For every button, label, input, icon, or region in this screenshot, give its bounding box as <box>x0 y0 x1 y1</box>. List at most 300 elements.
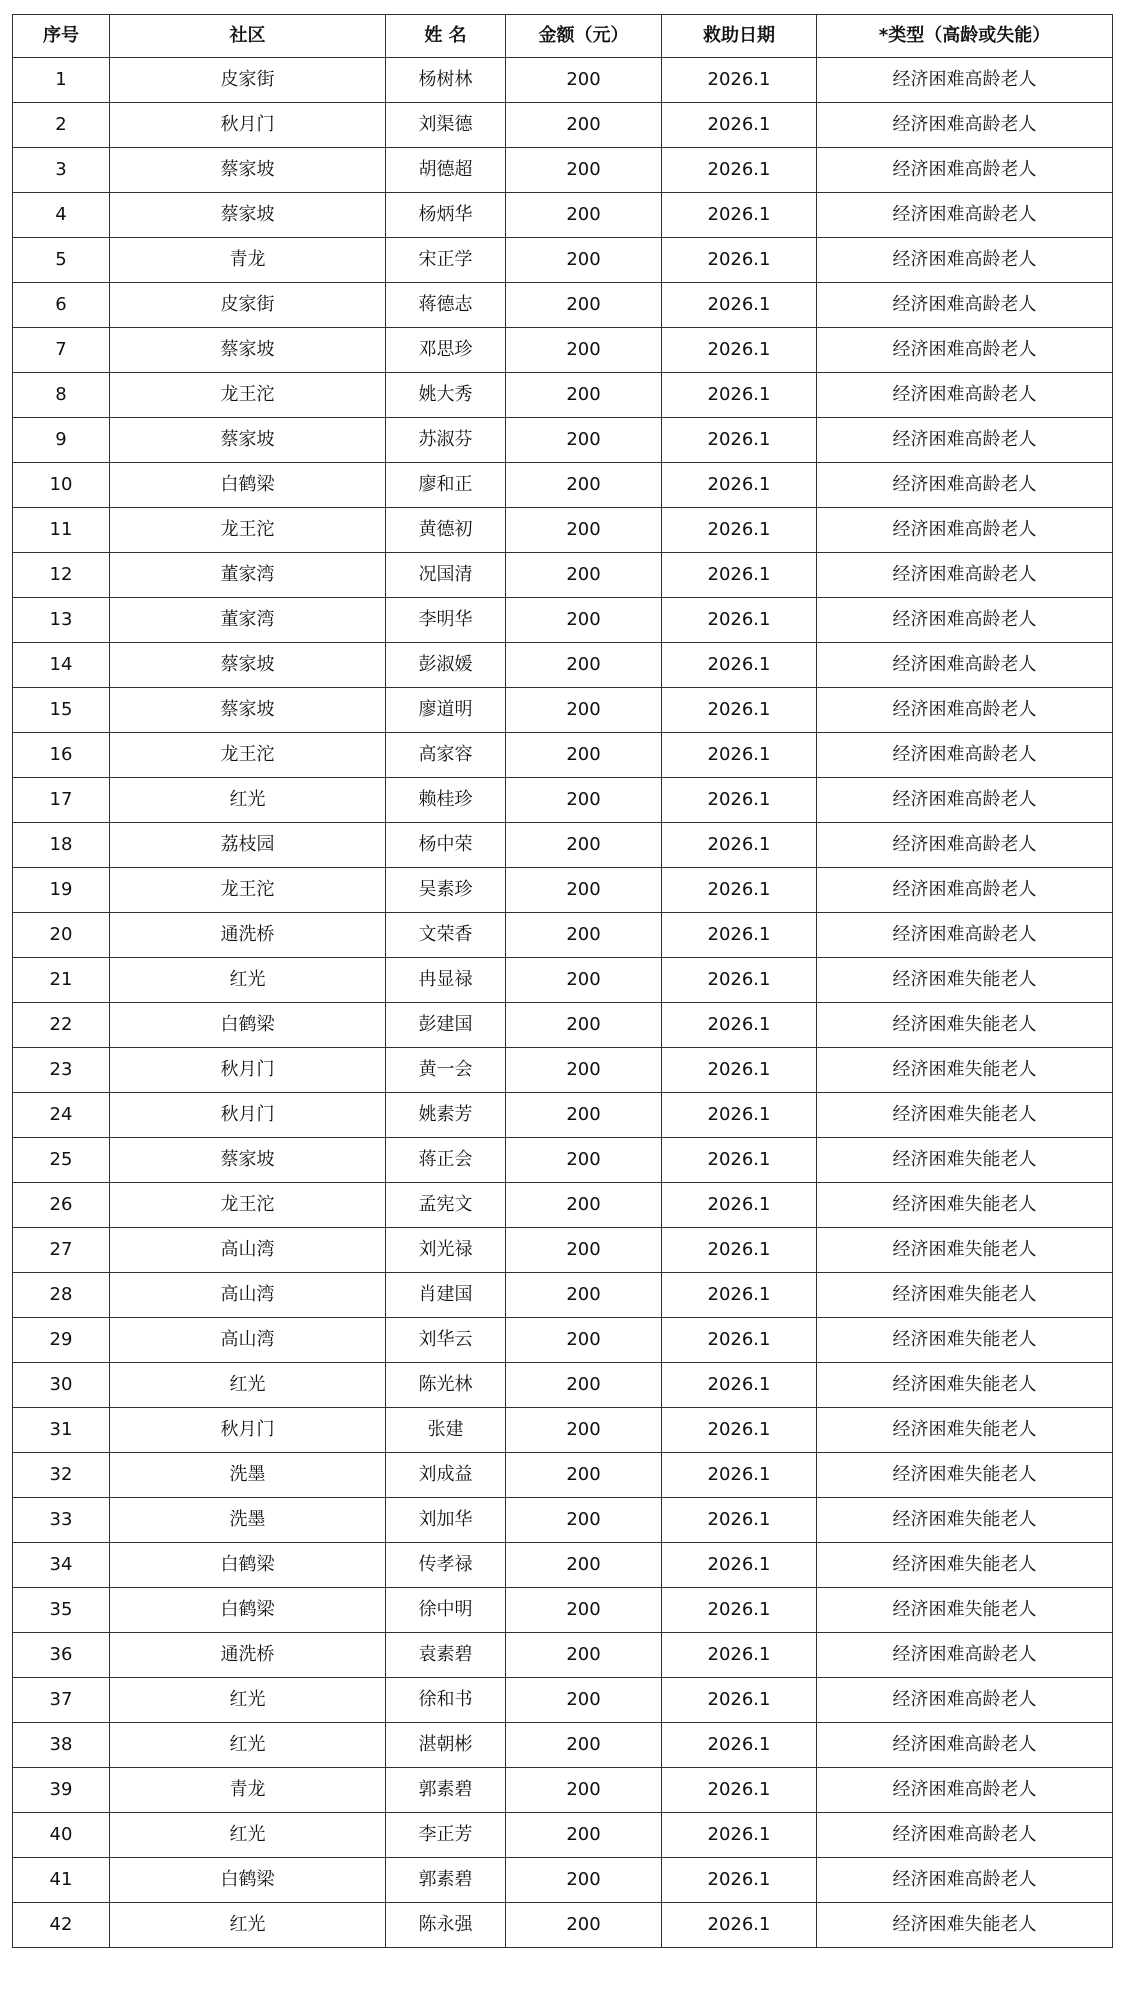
cell-amount: 200 <box>506 1318 662 1363</box>
cell-date: 2026.1 <box>662 823 817 868</box>
cell-amount: 200 <box>506 1273 662 1318</box>
cell-amount: 200 <box>506 553 662 598</box>
cell-name: 袁素碧 <box>386 1633 506 1678</box>
cell-type: 经济困难高龄老人 <box>817 238 1113 283</box>
cell-community: 高山湾 <box>110 1228 386 1273</box>
cell-community: 白鹤梁 <box>110 463 386 508</box>
table-row <box>13 958 1113 1003</box>
cell-community: 董家湾 <box>110 553 386 598</box>
cell-date: 2026.1 <box>662 733 817 778</box>
cell-community: 高山湾 <box>110 1273 386 1318</box>
table-row <box>13 103 1113 148</box>
cell-name: 廖道明 <box>386 688 506 733</box>
table-body <box>13 58 1113 1948</box>
cell-type: 经济困难高龄老人 <box>817 553 1113 598</box>
cell-date: 2026.1 <box>662 508 817 553</box>
cell-community: 通洗桥 <box>110 1633 386 1678</box>
table-row <box>13 373 1113 418</box>
cell-serial-number: 3 <box>13 148 110 193</box>
cell-community: 蔡家坡 <box>110 688 386 733</box>
cell-amount: 200 <box>506 1138 662 1183</box>
cell-amount: 200 <box>506 1408 662 1453</box>
cell-amount: 200 <box>506 868 662 913</box>
table-row <box>13 823 1113 868</box>
cell-community: 青龙 <box>110 1768 386 1813</box>
cell-serial-number: 31 <box>13 1408 110 1453</box>
cell-community: 白鹤梁 <box>110 1858 386 1903</box>
table-row <box>13 733 1113 778</box>
cell-community: 青龙 <box>110 238 386 283</box>
cell-date: 2026.1 <box>662 598 817 643</box>
cell-date: 2026.1 <box>662 193 817 238</box>
cell-type: 经济困难失能老人 <box>817 1453 1113 1498</box>
cell-community: 白鹤梁 <box>110 1543 386 1588</box>
cell-type: 经济困难高龄老人 <box>817 778 1113 823</box>
cell-serial-number: 9 <box>13 418 110 463</box>
cell-date: 2026.1 <box>662 1183 817 1228</box>
cell-amount: 200 <box>506 103 662 148</box>
cell-amount: 200 <box>506 1768 662 1813</box>
cell-amount: 200 <box>506 1813 662 1858</box>
cell-community: 高山湾 <box>110 1318 386 1363</box>
cell-type: 经济困难高龄老人 <box>817 733 1113 778</box>
table-row <box>13 1768 1113 1813</box>
cell-name: 刘华云 <box>386 1318 506 1363</box>
cell-type: 经济困难高龄老人 <box>817 643 1113 688</box>
cell-community: 皮家街 <box>110 283 386 328</box>
table-row <box>13 1048 1113 1093</box>
cell-serial-number: 21 <box>13 958 110 1003</box>
cell-date: 2026.1 <box>662 553 817 598</box>
table-row <box>13 778 1113 823</box>
table-row <box>13 1183 1113 1228</box>
header-name: 姓 名 <box>386 15 506 58</box>
cell-serial-number: 20 <box>13 913 110 958</box>
cell-type: 经济困难失能老人 <box>817 1318 1113 1363</box>
cell-serial-number: 23 <box>13 1048 110 1093</box>
cell-type: 经济困难高龄老人 <box>817 598 1113 643</box>
cell-type: 经济困难高龄老人 <box>817 283 1113 328</box>
cell-name: 蒋正会 <box>386 1138 506 1183</box>
table-row <box>13 463 1113 508</box>
cell-date: 2026.1 <box>662 373 817 418</box>
cell-community: 蔡家坡 <box>110 328 386 373</box>
cell-type: 经济困难高龄老人 <box>817 103 1113 148</box>
cell-serial-number: 37 <box>13 1678 110 1723</box>
cell-serial-number: 19 <box>13 868 110 913</box>
cell-serial-number: 17 <box>13 778 110 823</box>
cell-serial-number: 15 <box>13 688 110 733</box>
cell-amount: 200 <box>506 778 662 823</box>
table-row <box>13 508 1113 553</box>
cell-type: 经济困难高龄老人 <box>817 1723 1113 1768</box>
cell-amount: 200 <box>506 913 662 958</box>
cell-amount: 200 <box>506 1093 662 1138</box>
table-row <box>13 193 1113 238</box>
cell-name: 赖桂珍 <box>386 778 506 823</box>
cell-community: 洗墨 <box>110 1498 386 1543</box>
cell-serial-number: 5 <box>13 238 110 283</box>
cell-type: 经济困难高龄老人 <box>817 1633 1113 1678</box>
cell-date: 2026.1 <box>662 868 817 913</box>
table-row <box>13 1228 1113 1273</box>
cell-amount: 200 <box>506 193 662 238</box>
cell-type: 经济困难高龄老人 <box>817 1813 1113 1858</box>
table-row <box>13 58 1113 103</box>
cell-serial-number: 22 <box>13 1003 110 1048</box>
cell-date: 2026.1 <box>662 328 817 373</box>
cell-amount: 200 <box>506 58 662 103</box>
cell-date: 2026.1 <box>662 103 817 148</box>
cell-type: 经济困难高龄老人 <box>817 58 1113 103</box>
cell-amount: 200 <box>506 1498 662 1543</box>
document-sheet <box>12 14 1112 1948</box>
cell-amount: 200 <box>506 1678 662 1723</box>
cell-community: 蔡家坡 <box>110 418 386 463</box>
cell-date: 2026.1 <box>662 1003 817 1048</box>
cell-name: 杨炳华 <box>386 193 506 238</box>
cell-serial-number: 29 <box>13 1318 110 1363</box>
cell-amount: 200 <box>506 823 662 868</box>
cell-date: 2026.1 <box>662 1813 817 1858</box>
cell-community: 红光 <box>110 1363 386 1408</box>
table-row <box>13 1858 1113 1903</box>
cell-name: 彭建国 <box>386 1003 506 1048</box>
table-row <box>13 418 1113 463</box>
cell-type: 经济困难高龄老人 <box>817 463 1113 508</box>
cell-date: 2026.1 <box>662 958 817 1003</box>
assistance-roster-table <box>12 14 1113 1948</box>
cell-community: 红光 <box>110 1723 386 1768</box>
cell-date: 2026.1 <box>662 1138 817 1183</box>
cell-serial-number: 11 <box>13 508 110 553</box>
cell-name: 李正芳 <box>386 1813 506 1858</box>
cell-name: 郭素碧 <box>386 1858 506 1903</box>
cell-serial-number: 25 <box>13 1138 110 1183</box>
table-row <box>13 1363 1113 1408</box>
table-row <box>13 1138 1113 1183</box>
cell-serial-number: 8 <box>13 373 110 418</box>
cell-amount: 200 <box>506 1363 662 1408</box>
cell-date: 2026.1 <box>662 643 817 688</box>
cell-date: 2026.1 <box>662 1543 817 1588</box>
cell-date: 2026.1 <box>662 778 817 823</box>
cell-date: 2026.1 <box>662 1318 817 1363</box>
cell-community: 龙王沱 <box>110 1183 386 1228</box>
cell-community: 蔡家坡 <box>110 148 386 193</box>
cell-date: 2026.1 <box>662 58 817 103</box>
cell-name: 黄一会 <box>386 1048 506 1093</box>
table-row <box>13 1588 1113 1633</box>
cell-serial-number: 42 <box>13 1903 110 1948</box>
cell-type: 经济困难高龄老人 <box>817 328 1113 373</box>
cell-amount: 200 <box>506 508 662 553</box>
cell-type: 经济困难失能老人 <box>817 1363 1113 1408</box>
table-row <box>13 553 1113 598</box>
cell-amount: 200 <box>506 643 662 688</box>
cell-serial-number: 2 <box>13 103 110 148</box>
cell-name: 李明华 <box>386 598 506 643</box>
cell-type: 经济困难失能老人 <box>817 1183 1113 1228</box>
cell-amount: 200 <box>506 1858 662 1903</box>
cell-serial-number: 16 <box>13 733 110 778</box>
cell-serial-number: 1 <box>13 58 110 103</box>
cell-type: 经济困难高龄老人 <box>817 1678 1113 1723</box>
header-assistance-date: 救助日期 <box>662 15 817 58</box>
cell-community: 董家湾 <box>110 598 386 643</box>
table-row <box>13 913 1113 958</box>
table-row <box>13 1318 1113 1363</box>
cell-serial-number: 38 <box>13 1723 110 1768</box>
cell-name: 文荣香 <box>386 913 506 958</box>
cell-date: 2026.1 <box>662 1273 817 1318</box>
cell-type: 经济困难高龄老人 <box>817 868 1113 913</box>
cell-date: 2026.1 <box>662 1453 817 1498</box>
cell-amount: 200 <box>506 1543 662 1588</box>
table-row <box>13 1543 1113 1588</box>
cell-type: 经济困难高龄老人 <box>817 823 1113 868</box>
cell-date: 2026.1 <box>662 1228 817 1273</box>
cell-amount: 200 <box>506 1183 662 1228</box>
cell-name: 刘加华 <box>386 1498 506 1543</box>
table-row <box>13 643 1113 688</box>
cell-serial-number: 26 <box>13 1183 110 1228</box>
cell-serial-number: 35 <box>13 1588 110 1633</box>
cell-serial-number: 14 <box>13 643 110 688</box>
cell-amount: 200 <box>506 1633 662 1678</box>
cell-community: 洗墨 <box>110 1453 386 1498</box>
cell-amount: 200 <box>506 1903 662 1948</box>
cell-name: 况国清 <box>386 553 506 598</box>
cell-amount: 200 <box>506 1048 662 1093</box>
cell-type: 经济困难失能老人 <box>817 1138 1113 1183</box>
cell-community: 红光 <box>110 958 386 1003</box>
cell-serial-number: 30 <box>13 1363 110 1408</box>
cell-community: 蔡家坡 <box>110 193 386 238</box>
cell-community: 荔枝园 <box>110 823 386 868</box>
cell-name: 徐中明 <box>386 1588 506 1633</box>
cell-serial-number: 4 <box>13 193 110 238</box>
cell-type: 经济困难失能老人 <box>817 1093 1113 1138</box>
cell-amount: 200 <box>506 1228 662 1273</box>
table-row <box>13 1273 1113 1318</box>
cell-community: 秋月门 <box>110 103 386 148</box>
cell-type: 经济困难失能老人 <box>817 1543 1113 1588</box>
cell-name: 黄德初 <box>386 508 506 553</box>
cell-amount: 200 <box>506 733 662 778</box>
cell-date: 2026.1 <box>662 1093 817 1138</box>
cell-date: 2026.1 <box>662 1363 817 1408</box>
cell-name: 刘渠德 <box>386 103 506 148</box>
cell-name: 胡德超 <box>386 148 506 193</box>
cell-name: 姚大秀 <box>386 373 506 418</box>
cell-type: 经济困难失能老人 <box>817 958 1113 1003</box>
cell-amount: 200 <box>506 418 662 463</box>
cell-community: 龙王沱 <box>110 733 386 778</box>
cell-name: 郭素碧 <box>386 1768 506 1813</box>
cell-name: 徐和书 <box>386 1678 506 1723</box>
cell-name: 孟宪文 <box>386 1183 506 1228</box>
cell-amount: 200 <box>506 688 662 733</box>
cell-name: 肖建国 <box>386 1273 506 1318</box>
table-row <box>13 283 1113 328</box>
cell-date: 2026.1 <box>662 1858 817 1903</box>
table-row <box>13 1408 1113 1453</box>
cell-type: 经济困难失能老人 <box>817 1003 1113 1048</box>
cell-date: 2026.1 <box>662 238 817 283</box>
table-row <box>13 148 1113 193</box>
cell-date: 2026.1 <box>662 1723 817 1768</box>
cell-type: 经济困难高龄老人 <box>817 913 1113 958</box>
cell-amount: 200 <box>506 463 662 508</box>
cell-name: 杨中荣 <box>386 823 506 868</box>
cell-date: 2026.1 <box>662 463 817 508</box>
cell-name: 冉显禄 <box>386 958 506 1003</box>
cell-date: 2026.1 <box>662 688 817 733</box>
cell-serial-number: 12 <box>13 553 110 598</box>
cell-community: 皮家街 <box>110 58 386 103</box>
cell-name: 陈永强 <box>386 1903 506 1948</box>
cell-amount: 200 <box>506 598 662 643</box>
cell-name: 杨树林 <box>386 58 506 103</box>
cell-name: 蒋德志 <box>386 283 506 328</box>
cell-serial-number: 27 <box>13 1228 110 1273</box>
cell-date: 2026.1 <box>662 1768 817 1813</box>
table-row <box>13 688 1113 733</box>
cell-serial-number: 39 <box>13 1768 110 1813</box>
cell-name: 廖和正 <box>386 463 506 508</box>
table-row <box>13 1813 1113 1858</box>
cell-date: 2026.1 <box>662 283 817 328</box>
cell-community: 白鹤梁 <box>110 1588 386 1633</box>
cell-serial-number: 34 <box>13 1543 110 1588</box>
table-header-row <box>13 15 1113 58</box>
cell-community: 蔡家坡 <box>110 643 386 688</box>
cell-type: 经济困难失能老人 <box>817 1498 1113 1543</box>
cell-community: 秋月门 <box>110 1048 386 1093</box>
cell-community: 通洗桥 <box>110 913 386 958</box>
cell-amount: 200 <box>506 1723 662 1768</box>
cell-date: 2026.1 <box>662 1498 817 1543</box>
cell-community: 白鹤梁 <box>110 1003 386 1048</box>
table-row <box>13 1003 1113 1048</box>
cell-name: 高家容 <box>386 733 506 778</box>
header-type: *类型（高龄或失能） <box>817 15 1113 58</box>
cell-name: 传孝禄 <box>386 1543 506 1588</box>
cell-amount: 200 <box>506 373 662 418</box>
table-row <box>13 1093 1113 1138</box>
cell-community: 红光 <box>110 1903 386 1948</box>
cell-community: 龙王沱 <box>110 868 386 913</box>
cell-type: 经济困难高龄老人 <box>817 1858 1113 1903</box>
cell-name: 刘光禄 <box>386 1228 506 1273</box>
cell-serial-number: 24 <box>13 1093 110 1138</box>
cell-type: 经济困难高龄老人 <box>817 418 1113 463</box>
cell-type: 经济困难高龄老人 <box>817 508 1113 553</box>
cell-type: 经济困难高龄老人 <box>817 1768 1113 1813</box>
cell-type: 经济困难失能老人 <box>817 1588 1113 1633</box>
table-row <box>13 1678 1113 1723</box>
cell-date: 2026.1 <box>662 418 817 463</box>
cell-type: 经济困难高龄老人 <box>817 193 1113 238</box>
table-row <box>13 328 1113 373</box>
table-row <box>13 1903 1113 1948</box>
cell-name: 宋正学 <box>386 238 506 283</box>
table-row <box>13 1453 1113 1498</box>
cell-type: 经济困难高龄老人 <box>817 373 1113 418</box>
cell-type: 经济困难高龄老人 <box>817 148 1113 193</box>
cell-amount: 200 <box>506 238 662 283</box>
cell-type: 经济困难高龄老人 <box>817 688 1113 733</box>
cell-type: 经济困难失能老人 <box>817 1903 1113 1948</box>
cell-date: 2026.1 <box>662 1588 817 1633</box>
table-row <box>13 598 1113 643</box>
table-row <box>13 868 1113 913</box>
header-serial-number: 序号 <box>13 15 110 58</box>
cell-name: 姚素芳 <box>386 1093 506 1138</box>
cell-type: 经济困难失能老人 <box>817 1273 1113 1318</box>
cell-amount: 200 <box>506 148 662 193</box>
cell-amount: 200 <box>506 958 662 1003</box>
cell-name: 张建 <box>386 1408 506 1453</box>
cell-name: 刘成益 <box>386 1453 506 1498</box>
cell-date: 2026.1 <box>662 1678 817 1723</box>
cell-date: 2026.1 <box>662 1408 817 1453</box>
table-row <box>13 1723 1113 1768</box>
cell-name: 湛朝彬 <box>386 1723 506 1768</box>
cell-community: 红光 <box>110 1813 386 1858</box>
cell-community: 龙王沱 <box>110 508 386 553</box>
cell-serial-number: 32 <box>13 1453 110 1498</box>
cell-community: 红光 <box>110 778 386 823</box>
header-amount: 金额（元） <box>506 15 662 58</box>
cell-serial-number: 7 <box>13 328 110 373</box>
cell-date: 2026.1 <box>662 913 817 958</box>
cell-name: 邓思珍 <box>386 328 506 373</box>
cell-amount: 200 <box>506 1003 662 1048</box>
cell-serial-number: 28 <box>13 1273 110 1318</box>
cell-community: 红光 <box>110 1678 386 1723</box>
cell-type: 经济困难失能老人 <box>817 1048 1113 1093</box>
cell-serial-number: 10 <box>13 463 110 508</box>
cell-type: 经济困难失能老人 <box>817 1228 1113 1273</box>
cell-serial-number: 33 <box>13 1498 110 1543</box>
cell-amount: 200 <box>506 328 662 373</box>
cell-community: 秋月门 <box>110 1408 386 1453</box>
cell-serial-number: 18 <box>13 823 110 868</box>
cell-name: 陈光林 <box>386 1363 506 1408</box>
cell-serial-number: 41 <box>13 1858 110 1903</box>
cell-amount: 200 <box>506 283 662 328</box>
table-row <box>13 238 1113 283</box>
cell-amount: 200 <box>506 1588 662 1633</box>
cell-community: 秋月门 <box>110 1093 386 1138</box>
cell-date: 2026.1 <box>662 1633 817 1678</box>
cell-community: 龙王沱 <box>110 373 386 418</box>
cell-date: 2026.1 <box>662 1903 817 1948</box>
cell-amount: 200 <box>506 1453 662 1498</box>
cell-serial-number: 13 <box>13 598 110 643</box>
cell-name: 彭淑媛 <box>386 643 506 688</box>
cell-community: 蔡家坡 <box>110 1138 386 1183</box>
cell-name: 吴素珍 <box>386 868 506 913</box>
table-row <box>13 1633 1113 1678</box>
cell-serial-number: 6 <box>13 283 110 328</box>
table-row <box>13 1498 1113 1543</box>
cell-date: 2026.1 <box>662 1048 817 1093</box>
cell-type: 经济困难失能老人 <box>817 1408 1113 1453</box>
cell-date: 2026.1 <box>662 148 817 193</box>
